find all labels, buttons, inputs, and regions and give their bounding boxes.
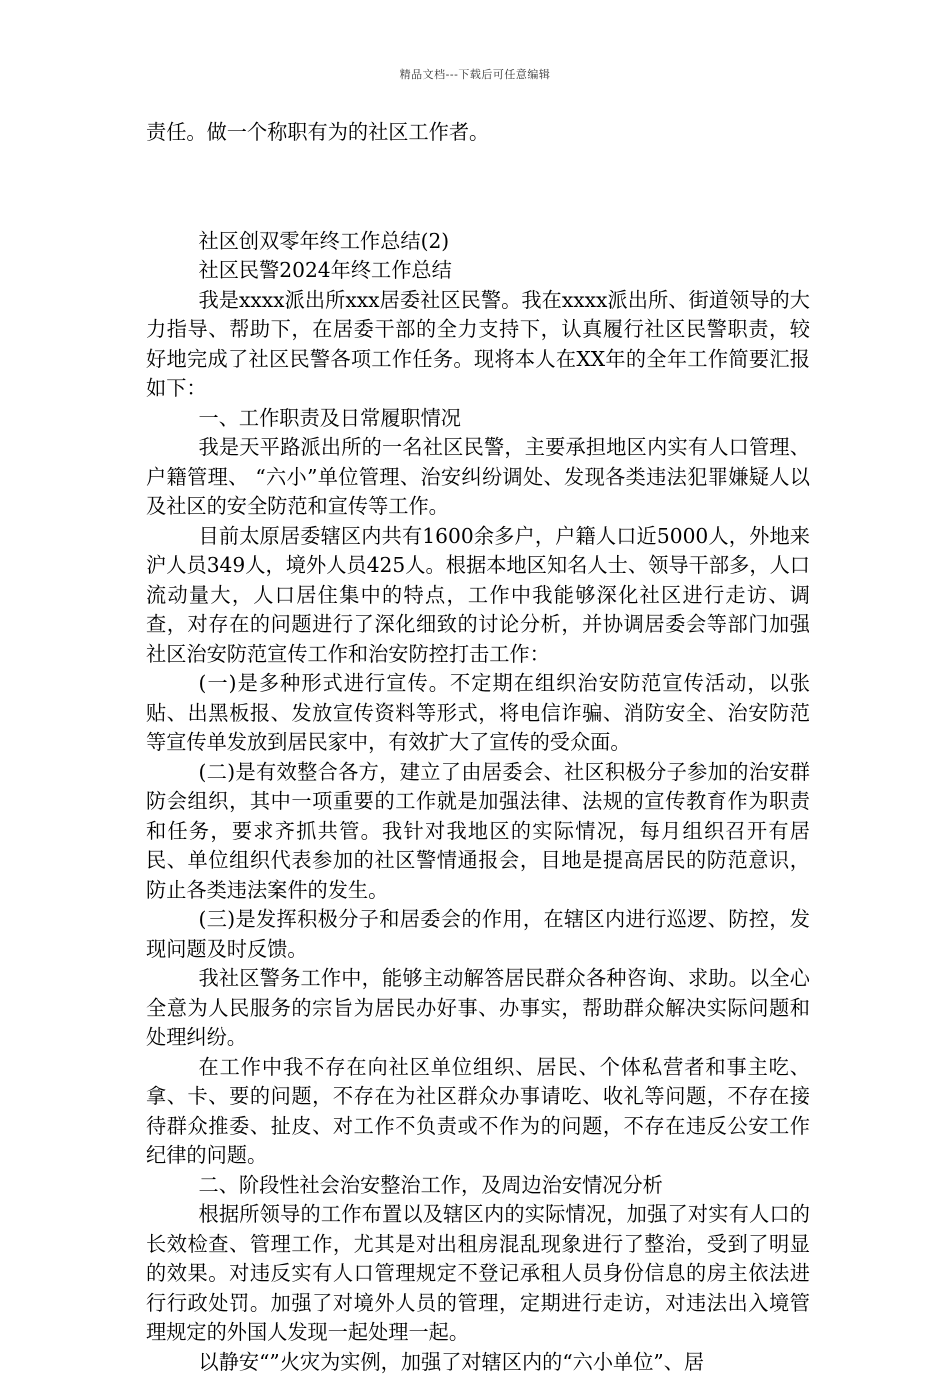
lead-line: 责任。做一个称职有为的社区工作者。	[146, 118, 810, 148]
document-subtitle: 社区民警2024年终工作总结	[146, 256, 810, 286]
paragraph: 我是xxxx派出所xxx居委社区民警。我在xxxx派出所、街道领导的大力指导、帮助下，在居委干部的全力支持下，认真履行社区民警职责，较好地完成了社区民警各项工作任务。现将本人在XX年的全年工作简要汇报如下：	[146, 286, 810, 404]
section-heading: 一、工作职责及日常履职情况	[146, 404, 810, 434]
document-body	[146, 118, 810, 1377]
paragraph: (一)是多种形式进行宣传。不定期在组织治安防范宣传活动，以张贴、出黑板报、发放宣传资料等形式，将电信诈骗、消防安全、治安防范等宣传单发放到居民家中，有效扩大了宣传的受众面。	[146, 669, 810, 758]
section-heading: 二、阶段性社会治安整治工作，及周边治安情况分析	[146, 1171, 810, 1201]
paragraph: (二)是有效整合各方，建立了由居委会、社区积极分子参加的治安群防会组织，其中一项重要的工作就是加强法律、法规的宣传教育作为职责和任务，要求齐抓共管。我针对我地区的实际情况，每月组织召开有居民、单位组织代表参加的社区警情通报会，目地是提高居民的防范意识，防止各类违法案件的发生。	[146, 758, 810, 906]
document-title: 社区创双零年终工作总结(2)	[146, 227, 810, 257]
section-gap	[146, 148, 810, 227]
paragraph: 以静安“”火灾为实例，加强了对辖区内的“六小单位”、居	[146, 1348, 810, 1377]
paragraph: (三)是发挥积极分子和居委会的作用，在辖区内进行巡逻、防控，发现问题及时反馈。	[146, 905, 810, 964]
page-header: 精品文档---下载后可任意编辑	[0, 66, 950, 82]
paragraph: 在工作中我不存在向社区单位组织、居民、个体私营者和事主吃、拿、卡、要的问题，不存在为社区群众办事请吃、收礼等问题，不存在接待群众推委、扯皮、对工作不负责或不作为的问题，不存在违反公安工作纪律的问题。	[146, 1053, 810, 1171]
paragraph: 根据所领导的工作布置以及辖区内的实际情况，加强了对实有人口的长效检查、管理工作，尤其是对出租房混乱现象进行了整治，受到了明显的效果。对违反实有人口管理规定不登记承租人员身份信息的房主依法进行行政处罚。加强了对境外人员的管理，定期进行走访，对违法出入境管理规定的外国人发现一起处理一起。	[146, 1200, 810, 1348]
paragraph: 我是天平路派出所的一名社区民警，主要承担地区内实有人口管理、户籍管理、 “六小”单位管理、治安纠纷调处、发现各类违法犯罪嫌疑人以及社区的安全防范和宣传等工作。	[146, 433, 810, 522]
paragraph: 目前太原居委辖区内共有1600余多户，户籍人口近5000人，外地来沪人员349人，境外人员425人。根据本地区知名人士、领导干部多，人口流动量大，人口居住集中的特点，工作中我能够深化社区进行走访、调查，对存在的问题进行了深化细致的讨论分析，并协调居委会等部门加强社区治安防范宣传工作和治安防控打击工作：	[146, 522, 810, 670]
paragraph: 我社区警务工作中，能够主动解答居民群众各种咨询、求助。以全心全意为人民服务的宗旨为居民办好事、办事实，帮助群众解决实际问题和处理纠纷。	[146, 964, 810, 1053]
